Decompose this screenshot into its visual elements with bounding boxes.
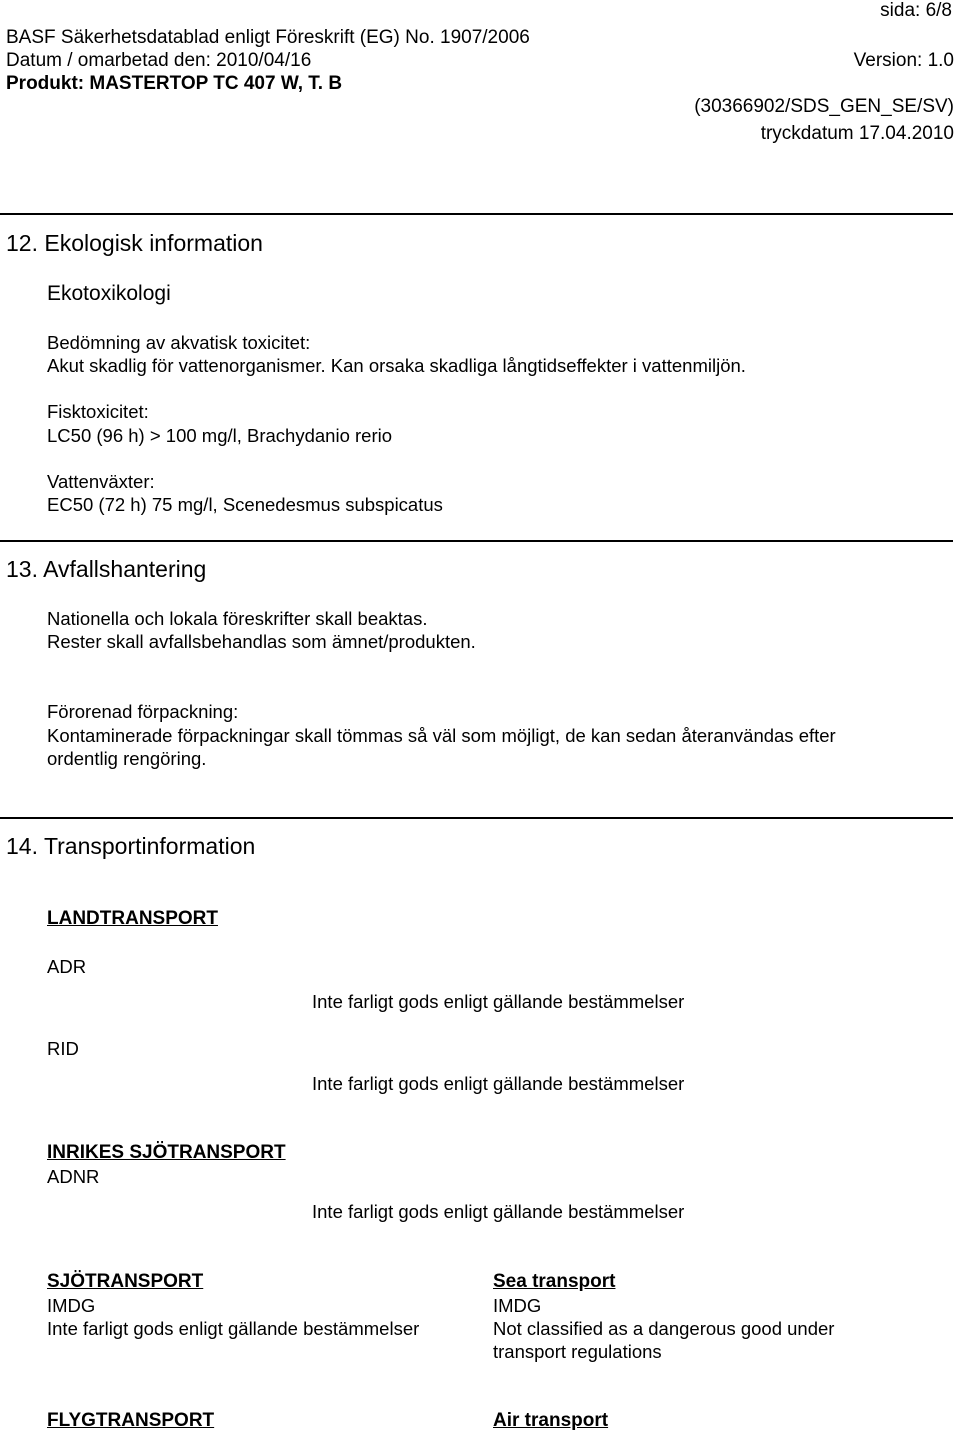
print-date: tryckdatum 17.04.2010	[760, 123, 954, 144]
disposal-line-1: Nationella och lokala föreskrifter skall beaktas.	[47, 608, 428, 629]
imdg-classification-sv: Inte farligt gods enligt gällande bestämmelser	[47, 1318, 420, 1339]
aquatic-plants-text: EC50 (72 h) 75 mg/l, Scenedesmus subspicatus	[47, 494, 443, 515]
imdg-label-sv: IMDG	[47, 1295, 96, 1316]
packaging-label: Förorenad förpackning:	[47, 701, 239, 722]
section-divider	[0, 540, 953, 542]
sea-transport-heading-sv: SJÖTRANSPORT	[47, 1271, 204, 1292]
packaging-text-2: ordentlig rengöring.	[47, 748, 207, 769]
imdg-classification-en-2: transport regulations	[493, 1341, 662, 1362]
inland-waterway-heading: INRIKES SJÖTRANSPORT	[47, 1142, 286, 1163]
product-name: Produkt: MASTERTOP TC 407 W, T. B	[6, 73, 343, 94]
section-14-title: 14. Transportinformation	[6, 833, 256, 859]
adr-classification: Inte farligt gods enligt gällande bestämmelser	[312, 991, 685, 1012]
aquatic-toxicity-label: Bedömning av akvatisk toxicitet:	[47, 332, 311, 353]
adnr-classification: Inte farligt gods enligt gällande bestämmelser	[312, 1201, 685, 1222]
aquatic-toxicity-text: Akut skadlig för vattenorganismer. Kan orsaka skadliga långtidseffekter i vattenmiljön.	[47, 355, 746, 376]
ecotoxicology-subtitle: Ekotoxikologi	[47, 282, 171, 305]
air-transport-heading-sv: FLYGTRANSPORT	[47, 1410, 215, 1431]
document-title: BASF Säkerhetsdatablad enligt Föreskrift (EG) No. 1907/2006	[6, 27, 530, 48]
version: Version: 1.0	[853, 50, 954, 71]
imdg-classification-en-1: Not classified as a dangerous good under	[493, 1318, 835, 1339]
imdg-label-en: IMDG	[493, 1295, 542, 1316]
sea-transport-heading-en: Sea transport	[493, 1271, 616, 1292]
rid-classification: Inte farligt gods enligt gällande bestämmelser	[312, 1073, 685, 1094]
page-number: sida: 6/8	[880, 0, 952, 21]
aquatic-plants-label: Vattenväxter:	[47, 471, 155, 492]
adnr-label: ADNR	[47, 1166, 100, 1187]
fish-toxicity-text: LC50 (96 h) > 100 mg/l, Brachydanio rerio	[47, 425, 393, 446]
land-transport-heading: LANDTRANSPORT	[47, 908, 218, 929]
revision-date: Datum / omarbetad den: 2010/04/16	[6, 50, 312, 71]
packaging-text-1: Kontaminerade förpackningar skall tömmas så väl som möjligt, de kan sedan återanvändas efter	[47, 725, 836, 746]
section-12-title: 12. Ekologisk information	[6, 230, 263, 256]
section-divider	[0, 817, 953, 819]
fish-toxicity-label: Fisktoxicitet:	[47, 401, 149, 422]
adr-label: ADR	[47, 956, 87, 977]
air-transport-heading-en: Air transport	[493, 1410, 609, 1431]
rid-label: RID	[47, 1038, 79, 1059]
document-id: (30366902/SDS_GEN_SE/SV)	[694, 96, 954, 117]
disposal-line-2: Rester skall avfallsbehandlas som ämnet/produkten.	[47, 631, 476, 652]
section-13-title: 13. Avfallshantering	[6, 556, 207, 582]
section-divider	[0, 213, 953, 215]
